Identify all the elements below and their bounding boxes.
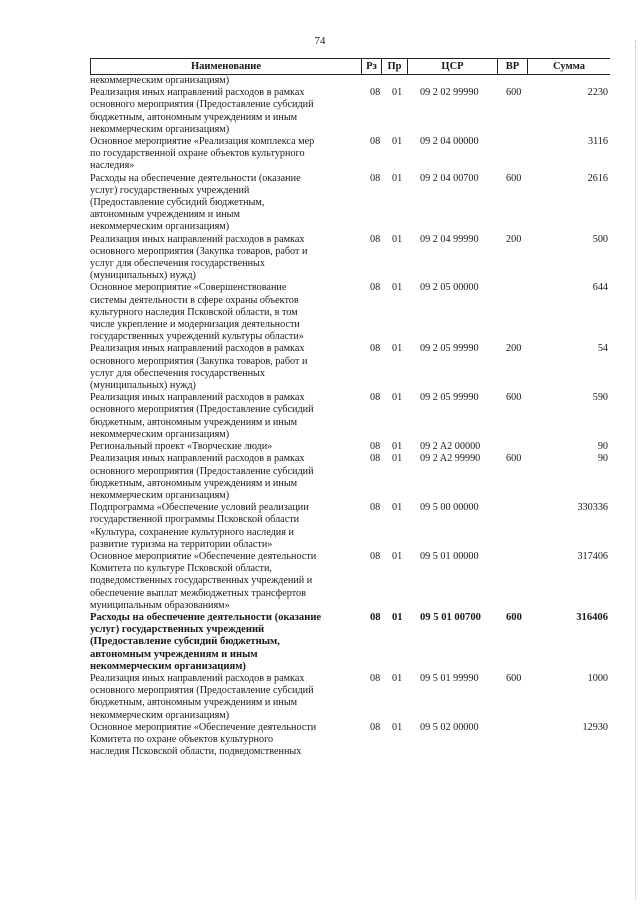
row-sum: 3116 — [588, 136, 608, 148]
row-rz: 08 — [370, 721, 381, 733]
row-pr: 01 — [392, 87, 403, 99]
row-csr: 09 2 04 00700 — [420, 172, 479, 184]
row-pr: 01 — [392, 453, 403, 465]
row-name: Основное мероприятие «Обеспечение деятельности Комитета по культуре Псковской области, подведомственных государственных учреждений и обеспечение выплат межбюджетных трансфертов муниципальным образованиям» — [90, 550, 317, 611]
table-row — [90, 722, 610, 759]
table-row — [90, 392, 610, 441]
row-csr: 09 5 02 00000 — [420, 721, 479, 733]
row-rz: 08 — [370, 550, 381, 562]
row-rz: 08 — [370, 611, 381, 623]
table-row — [90, 173, 610, 234]
row-sum: 2616 — [587, 172, 608, 184]
header-sum: Сумма — [553, 61, 585, 72]
row-vr — [498, 136, 528, 173]
row-pr: 01 — [392, 343, 403, 355]
table-row — [90, 551, 610, 612]
row-vr: 600 — [506, 392, 522, 404]
header-pr: Пр — [382, 59, 408, 74]
page-number: 74 — [314, 35, 326, 47]
table-row — [90, 234, 610, 283]
row-sum: 330336 — [577, 502, 608, 514]
row-csr: 09 2 05 99990 — [420, 343, 479, 355]
row-vr — [498, 441, 528, 453]
row-name: Реализация иных направлений расходов в рамках основного мероприятия (Предоставление субсидий бюджетным, автономным учреждениям и иным некоммерческим организациям) — [90, 672, 314, 721]
row-pr: 01 — [392, 441, 403, 453]
row-vr — [498, 722, 528, 759]
row-pr: 01 — [392, 282, 403, 294]
table-header — [90, 58, 610, 75]
row-sum: 90 — [597, 453, 608, 465]
row-vr: 200 — [506, 343, 522, 355]
row-csr: 09 2 05 00000 — [420, 282, 479, 294]
row-csr: 09 2 A2 99990 — [420, 453, 481, 465]
table-row — [90, 673, 610, 722]
row-vr: 600 — [506, 611, 522, 623]
row-name: Реализация иных направлений расходов в рамках основного мероприятия (Предоставление субсидий бюджетным, автономным учреждениям и иным некоммерческим организациям) — [90, 87, 314, 135]
row-pr: 01 — [392, 136, 403, 148]
row-sum: 316406 — [576, 611, 608, 623]
table-body — [90, 75, 610, 758]
row-rz — [362, 75, 382, 87]
row-csr: 09 2 04 99990 — [420, 233, 479, 245]
row-rz: 08 — [370, 233, 381, 245]
row-vr: 600 — [506, 672, 522, 684]
row-pr: 01 — [392, 233, 403, 245]
table-row — [90, 502, 610, 551]
row-pr: 01 — [392, 392, 403, 404]
row-name: Основное мероприятие «Реализация комплекса мер по государственной охране объектов культурного наследия» — [90, 136, 315, 172]
table-row — [90, 75, 610, 87]
row-name: Расходы на обеспечение деятельности (оказание услуг) государственных учреждений (Предоставление субсидий бюджетным, автономным учреждениям и иным некоммерческим организациям) — [90, 172, 301, 233]
row-rz: 08 — [370, 282, 381, 294]
header-csr: ЦСР — [408, 59, 498, 74]
table-row — [90, 343, 610, 392]
row-csr — [408, 75, 498, 87]
scan-edge — [632, 40, 636, 900]
row-pr — [382, 75, 408, 87]
row-csr: 09 5 01 00000 — [420, 550, 479, 562]
row-rz: 08 — [370, 87, 381, 99]
row-vr: 600 — [506, 453, 522, 465]
row-sum: 12930 — [582, 721, 608, 733]
row-name: Подпрограмма «Обеспечение условий реализации государственной программы Псковской области «Культура, сохранение культурного наследия и развитие туризма на территории области» — [90, 502, 309, 550]
row-rz: 08 — [370, 392, 381, 404]
row-name: Реализация иных направлений расходов в рамках основного мероприятия (Предоставление субсидий бюджетным, автономным учреждениям и иным некоммерческим организациям) — [90, 453, 314, 501]
row-csr: 09 5 01 00700 — [420, 611, 481, 623]
row-csr: 09 5 01 99990 — [420, 672, 479, 684]
row-csr: 09 2 02 99990 — [420, 87, 479, 99]
row-vr: 200 — [506, 233, 522, 245]
row-name: Основное мероприятие «Совершенствование системы деятельности в сфере охраны объектов культурного наследия Псковской области, в том числе укрепление и модернизация деятельности государственных учреждений культуры области» — [90, 282, 304, 343]
row-sum: 2230 — [587, 87, 608, 99]
table-row — [90, 453, 610, 502]
row-pr: 01 — [392, 611, 403, 623]
row-sum: 1000 — [587, 672, 608, 684]
row-csr: 09 2 05 99990 — [420, 392, 479, 404]
row-rz: 08 — [370, 453, 381, 465]
row-rz: 08 — [370, 172, 381, 184]
row-csr: 09 5 00 00000 — [420, 502, 479, 514]
row-pr: 01 — [392, 672, 403, 684]
row-csr: 09 2 A2 00000 — [420, 441, 481, 453]
header-name: Наименование — [90, 59, 362, 74]
row-csr: 09 2 04 00000 — [420, 136, 479, 148]
row-name: Реализация иных направлений расходов в рамках основного мероприятия (Закупка товаров, работ и услуг для обеспечения государственных (муниципальных) нужд) — [90, 233, 308, 282]
row-name: Расходы на обеспечение деятельности (оказание услуг) государственных учреждений (Предоставление субсидий бюджетным, автономным учреждениям и иным некоммерческим организациям) — [90, 611, 322, 672]
row-rz: 08 — [370, 343, 381, 355]
row-rz: 08 — [370, 136, 381, 148]
row-pr: 01 — [392, 550, 403, 562]
table-row — [90, 441, 610, 453]
header-rz: Рз — [362, 59, 382, 74]
row-name: Реализация иных направлений расходов в рамках основного мероприятия (Закупка товаров, работ и услуг для обеспечения государственных (муниципальных) нужд) — [90, 343, 308, 392]
row-sum: 317406 — [577, 550, 608, 562]
row-name: Основное мероприятие «Обеспечение деятельности Комитета по охране объектов культурного наследия Псковской области, подведомственных — [90, 721, 317, 758]
row-vr — [498, 75, 528, 87]
table-row — [90, 87, 610, 136]
row-name: Реализация иных направлений расходов в рамках основного мероприятия (Предоставление субсидий бюджетным, автономным учреждениям и иным некоммерческим организациям) — [90, 392, 314, 440]
row-rz: 08 — [370, 441, 381, 453]
row-pr: 01 — [392, 721, 403, 733]
row-sum: 90 — [597, 441, 608, 453]
row-rz: 08 — [370, 502, 381, 514]
row-vr: 600 — [506, 87, 522, 99]
row-vr — [498, 502, 528, 551]
row-name: некоммерческим организациям) — [90, 75, 230, 86]
row-vr — [498, 282, 528, 343]
row-name: Региональный проект «Творческие люди» — [90, 441, 273, 453]
budget-table — [90, 58, 610, 758]
table-row — [90, 282, 610, 343]
row-sum: 500 — [592, 233, 608, 245]
row-vr — [498, 551, 528, 612]
row-pr: 01 — [392, 502, 403, 514]
row-sum — [528, 75, 610, 87]
row-sum: 590 — [592, 392, 608, 404]
row-vr: 600 — [506, 172, 522, 184]
row-sum: 644 — [592, 282, 608, 294]
table-row — [90, 612, 610, 673]
header-vr: ВР — [498, 59, 528, 74]
table-row — [90, 136, 610, 173]
row-rz: 08 — [370, 672, 381, 684]
row-pr: 01 — [392, 172, 403, 184]
row-sum: 54 — [597, 343, 608, 355]
